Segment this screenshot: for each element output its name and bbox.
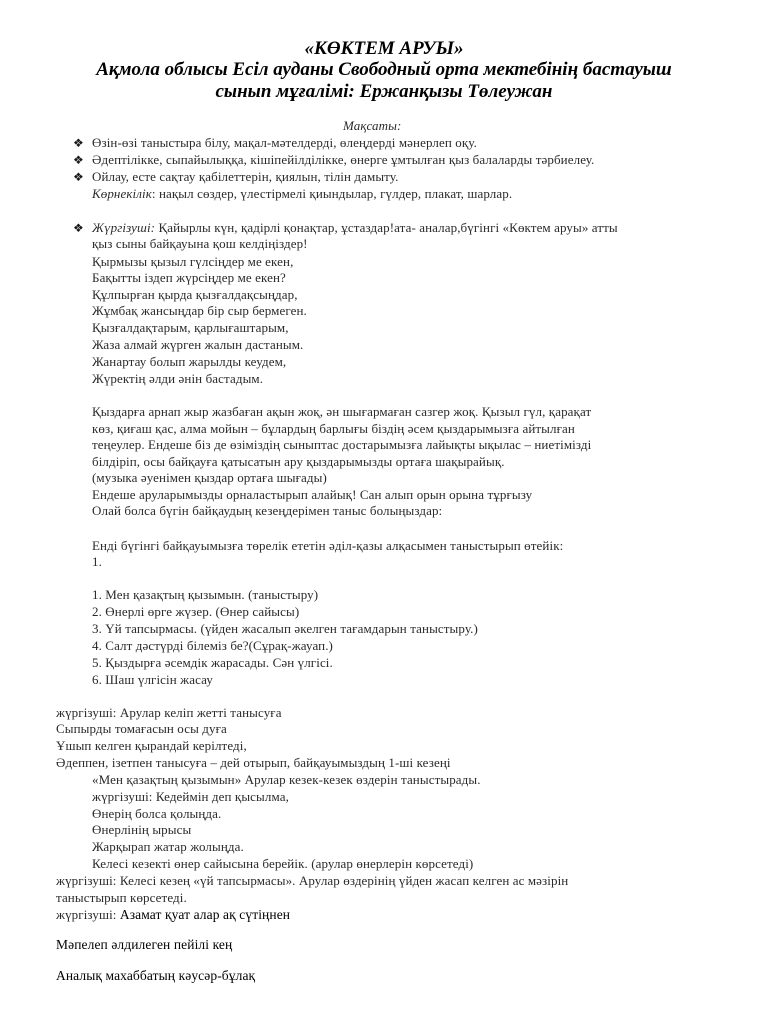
document-title: «КӨКТЕМ АРУЫ» — [304, 38, 464, 59]
goal-item: Әдептілікке, сыпайылыққа, кішіпейілділікке, өнерге ұмтылған қыз балаларды тәрбиелеу. — [92, 152, 595, 167]
script-line: Өнерің болса қолыңда. — [92, 806, 222, 821]
bullet-icon: ❖ — [73, 221, 84, 235]
script-line: таныстырып көрсетеді. — [56, 890, 187, 905]
script-line: Келесі кезекті өнер сайысына берейік. (арулар өнерлерін көрсетеді) — [92, 856, 474, 871]
closing-line: Аналық махаббатың кәусәр-бұлақ — [56, 968, 256, 983]
visual-aids-text: : нақыл сөздер, үлестірмелі қиындылар, гүлдер, плакат, шарлар. — [151, 186, 513, 201]
paragraph-line: көз, қиғаш қас, алма мойын – бұлардың барлығы біздің әсем қыздарымызға айтылған — [92, 421, 575, 436]
script-line: Әдеппен, ізетпен танысуға – дей отырып, байқауымыздың 1-ші кезеңі — [56, 755, 451, 770]
poem-line: Жұмбақ жансыңдар бір сыр бермеген. — [92, 303, 307, 318]
jury-number: 1. — [92, 554, 102, 569]
bullet-icon: ❖ — [73, 170, 84, 184]
goals-heading: Мақсаты: — [343, 118, 402, 133]
visual-aids-label: Көрнекілік — [92, 186, 152, 201]
host-label: Жүргізуші: — [92, 220, 156, 235]
bullet-icon: ❖ — [73, 153, 84, 167]
closing-line: Мәпелеп әлдилеген пейілі кең — [56, 937, 233, 952]
paragraph-line: (музыка әуенімен қыздар ортаға шығады) — [92, 470, 327, 485]
paragraph-line: теңеулер. Ендеше біз де өзіміздің сыныптас достарымызға лайықты ықылас – ниетімізді — [92, 437, 592, 452]
script-line: «Мен қазақтың қызымын» Арулар кезек-кезек өздерін таныстырады. — [92, 772, 481, 787]
paragraph-line: Ендеше аруларымызды орналастырып алайық! Сан алып орын орына тұрғызу — [92, 487, 533, 502]
visual-aids-line — [92, 186, 512, 202]
poem-line: Қызғалдақтарым, қарлығаштарым, — [92, 320, 289, 335]
script-line: жүргізуші: Келесі кезең «үй тапсырмасы». Арулар өздерінің үйден жасап келген ас мәзірін — [56, 873, 569, 888]
stage-item: 1. Мен қазақтың қызымын. (таныстыру) — [92, 587, 319, 602]
script-line: Сыпырды томағасын осы дуға — [56, 721, 227, 736]
document-subtitle-line1: Ақмола облысы Есіл ауданы Свободный орта мектебінің бастауыш — [96, 59, 672, 80]
poem-line: Жанартау болып жарылды кеудем, — [92, 354, 287, 369]
script-line: жүргізуші: Кедеймін деп қысылма, — [92, 789, 289, 804]
stage-item: 4. Салт дәстүрді білеміз бе?(Сұрақ-жауап.) — [92, 638, 333, 653]
stage-item: 3. Үй тапсырмасы. (үйден жасалып әкелген тағамдарын таныстыру.) — [92, 621, 478, 636]
poem-line: Құлпырған қырда қызғалдақсыңдар, — [92, 287, 298, 302]
verse-text: Азамат қуат алар ақ сүтіңнен — [119, 907, 291, 922]
intro-text: Қайырлы күн, қадірлі қонақтар, ұстаздар!ата- аналар,бүгінгі «Көктем аруы» атты — [155, 220, 618, 235]
paragraph-line: білдіріп, осы байқауға қатысатын ару қыздарымызды ортаға шақырайық. — [92, 454, 505, 469]
poem-line: Жүректің әлди әнін бастадым. — [92, 371, 264, 386]
script-line: Ұшып келген қырандай керілтеді, — [56, 738, 247, 753]
stage-item: 5. Қыздырға әсемдік жарасады. Сән үлгісі. — [92, 655, 333, 670]
poem-line: Жаза алмай жүрген жалын дастаным. — [92, 337, 304, 352]
poem-line: Бақытты іздеп жүрсіңдер ме екен? — [92, 270, 286, 285]
script-line: жүргізуші: Арулар келіп жетті танысуға — [56, 705, 282, 720]
intro-line — [92, 220, 618, 236]
paragraph-line: Қыздарға арнап жыр жазбаған ақын жоқ, ән шығармаған сазгер жоқ. Қызыл гүл, қарақат — [92, 404, 592, 419]
stage-item: 6. Шаш үлгісін жасау — [92, 672, 213, 687]
document-subtitle-line2: сынып мұғалімі: Ержанқызы Төлеужан — [215, 81, 553, 102]
host-label: жүргізуші: — [56, 907, 120, 922]
script-line: Жарқырап жатар жолыңда. — [92, 839, 244, 854]
jury-intro: Енді бүгінгі байқауымызға төрелік ететін әділ-қазы алқасымен таныстырып өтейік: — [92, 538, 564, 553]
paragraph-line: Олай болса бүгін байқаудың кезеңдерімен таныс болыңыздар: — [92, 503, 443, 518]
bullet-icon: ❖ — [73, 136, 84, 150]
goal-item: Өзін-өзі таныстыра білу, мақал-мәтелдерді, өлеңдерді мәнерлеп оқу. — [92, 135, 477, 150]
goal-item: Ойлау, есте сақтау қабілеттерін, қиялын, тілін дамыту. — [92, 169, 399, 184]
intro-line: қыз сыны байқауына қош келдіңіздер! — [92, 236, 308, 251]
script-line — [56, 907, 290, 923]
script-line: Өнерлінің ырысы — [92, 822, 192, 837]
stage-item: 2. Өнерлі өрге жүзер. (Өнер сайысы) — [92, 604, 300, 619]
poem-line: Қырмызы қызыл гүлсіңдер ме екен, — [92, 254, 294, 269]
